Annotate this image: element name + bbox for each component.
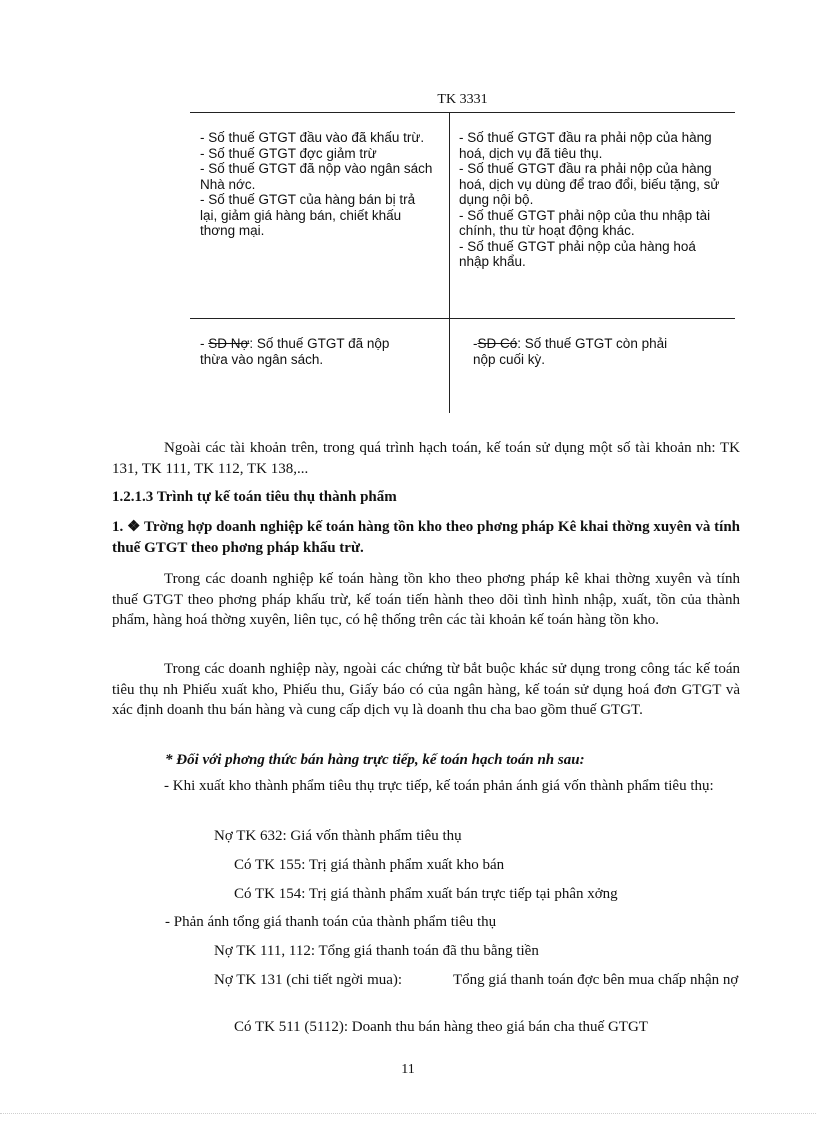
credit-balance-label: SD Có: [477, 336, 518, 351]
t-account-credit-column: [459, 130, 729, 270]
credit-balance: -SD Có: Số thuế GTGT còn phải nộp cuối kỳ.: [473, 336, 668, 367]
para-3: - Khi xuất kho thành phẩm tiêu thụ trực tiếp, kế toán phản ánh giá vốn thành phẩm tiêu thụ:: [164, 778, 714, 794]
debit-balance-text: : Số thuế GTGT đã nộp thừa vào ngân sách.: [200, 336, 390, 367]
credit-item: - Số thuế GTGT đầu ra phải nộp của hàng hoá, dịch vụ dùng để trao đổi, biếu tặng, sử dụng nội bộ.: [459, 161, 720, 207]
para-2: Trong các doanh nghiệp này, ngoài các chứng từ bắt buộc khác sử dụng trong công tác kế toán tiêu thụ nh Phiếu xuất kho, Phiếu thu, Giấy báo có của ngân hàng, kế toán sử dụng hoá đơn GTGT và xác định doanh thu bán hàng và cung cấp dịch vụ là doanh thu cha bao gồm thuế GTGT.: [112, 661, 740, 718]
section-heading: 1.2.1.3 Trình tự kế toán tiêu thụ thành phẩm: [112, 489, 397, 505]
t-account-title: TK 3331: [437, 92, 488, 107]
case-heading-text: Trờng hợp doanh nghiệp kế toán hàng tồn kho theo phơng pháp Kê khai thờng xuyên và tính thuế GTGT theo phơng pháp khấu trừ.: [112, 519, 741, 556]
credit-balance-text: : Số thuế GTGT còn phải nộp cuối kỳ.: [473, 336, 668, 367]
para-intro: Ngoài các tài khoản trên, trong quá trình hạch toán, kế toán sử dụng một số tài khoản nh: TK 131, TK 111, TK 112, TK 138,...: [112, 440, 740, 477]
debit-item: - Số thuế GTGT đầu vào đã khấu trừ.: [200, 130, 425, 145]
para-1: Trong các doanh nghiệp kế toán hàng tồn kho theo phơng pháp kê khai thờng xuyên và tính thuế GTGT theo phơng pháp khấu trừ, kế toán tiến hành theo dõi tình hình nhập, xuất, tồn của thành phẩm, hàng hoá thờng xuyên, liên tục, có hệ thống trên các tài khoản kế toán hàng tồn kho.: [112, 571, 740, 628]
journal-entry: Nợ TK 632: Giá vốn thành phẩm tiêu thụ: [214, 828, 462, 844]
diamond-bullet-icon: ❖: [127, 519, 141, 535]
debit-item: - Số thuế GTGT đợc giảm trừ: [200, 145, 377, 161]
case-heading: [112, 517, 740, 558]
t-account-center-rule: [449, 113, 450, 413]
debit-balance-label: SD Nợ: [208, 336, 250, 351]
journal-entry: Có TK 154: Trị giá thành phẩm xuất bán trực tiếp tại phân xởng: [234, 886, 618, 902]
journal-entry-right: Tổng giá thanh toán đợc bên mua chấp nhận nợ: [453, 972, 739, 988]
debit-item: - Số thuế GTGT đã nộp vào ngân sách Nhà nớc.: [200, 161, 433, 192]
t-account-debit-column: [200, 130, 435, 239]
journal-entry: Có TK 155: Trị giá thành phẩm xuất kho bán: [234, 857, 505, 873]
case-number: 1.: [112, 519, 124, 535]
credit-item: - Số thuế GTGT phải nộp của hàng hoá nhập khẩu.: [459, 238, 696, 269]
journal-entry-left: Nợ TK 131 (chi tiết ngời mua):: [214, 972, 403, 988]
credit-item: - Số thuế GTGT phải nộp của thu nhập tài chính, thu từ hoạt động khác.: [459, 207, 711, 238]
page-bottom-divider: [0, 1113, 816, 1114]
journal-entry: Nợ TK 111, 112: Tổng giá thanh toán đã thu bằng tiền: [214, 943, 539, 959]
debit-balance: - SD Nợ: Số thuế GTGT đã nộp thừa vào ngân sách.: [200, 336, 390, 367]
page-number: 11: [401, 1062, 415, 1077]
t-account-top-rule: [190, 112, 735, 113]
debit-item: - Số thuế GTGT của hàng bán bị trả lại, giảm giá hàng bán, chiết khấu thơng mại.: [200, 192, 416, 238]
t-account-balance-rule: [190, 318, 735, 319]
journal-entry: Có TK 511 (5112): Doanh thu bán hàng theo giá bán cha thuế GTGT: [234, 1019, 648, 1035]
credit-item: - Số thuế GTGT đầu ra phải nộp của hàng hoá, dịch vụ đã tiêu thụ.: [459, 130, 712, 161]
subheading: * Đối với phơng thức bán hàng trực tiếp, kế toán hạch toán nh sau:: [165, 752, 585, 768]
line-payment-heading: - Phản ánh tổng giá thanh toán của thành phẩm tiêu thụ: [165, 914, 497, 930]
